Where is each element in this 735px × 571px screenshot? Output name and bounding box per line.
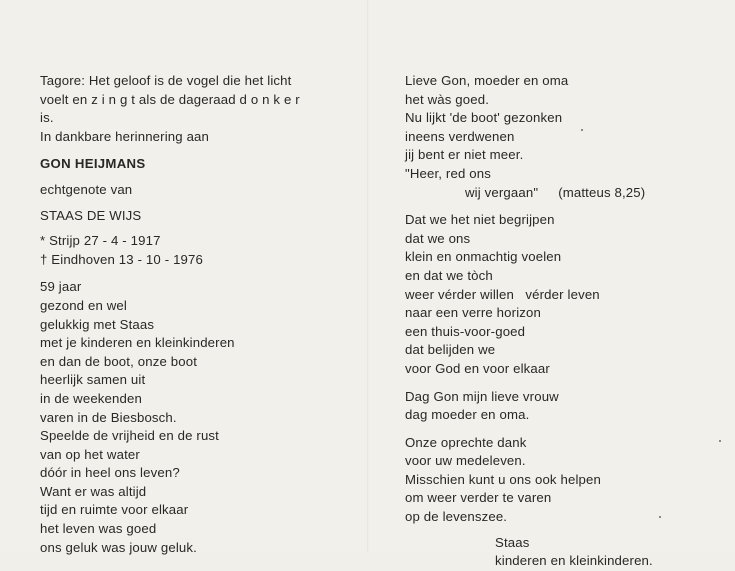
poem-line: Dat we het niet begrijpen bbox=[405, 212, 555, 228]
poem-line: Dag Gon mijn lieve vrouw bbox=[405, 388, 559, 404]
poem-line: met je kinderen en kleinkinderen bbox=[40, 335, 235, 351]
poem-line: gezond en wel bbox=[40, 297, 127, 313]
poem-line: naar een verre horizon bbox=[405, 305, 541, 321]
speck-mark bbox=[719, 440, 721, 442]
poem-line: Speelde de vrijheid en de rust bbox=[40, 428, 219, 444]
poem-line: Misschien kunt u ons ook helpen bbox=[405, 471, 601, 487]
bible-reference: (matteus 8,25) bbox=[558, 184, 646, 200]
poem-line: "Heer, red ons bbox=[405, 165, 491, 181]
poem-line: heerlijk samen uit bbox=[40, 372, 146, 388]
poem-line: Onze oprechte dank bbox=[405, 434, 527, 450]
poem-line: gelukkig met Staas bbox=[40, 316, 155, 332]
poem-line: op de levenszee. bbox=[405, 509, 508, 525]
poem-line: en dat we tòch bbox=[405, 267, 493, 283]
spouse-name: STAAS DE WIJS bbox=[40, 207, 142, 223]
birth-line: * Strijp 27 - 4 - 1917 bbox=[40, 233, 161, 249]
poem-line: in de weekenden bbox=[40, 390, 142, 406]
poem-line: weer vérder willen vérder leven bbox=[405, 286, 600, 302]
stanza-3 bbox=[405, 388, 725, 425]
poem-line: een thuis-voor-goed bbox=[405, 323, 526, 339]
left-poem bbox=[40, 278, 360, 557]
poem-line: klein en onmachtig voelen bbox=[405, 249, 562, 265]
spouse-label: echtgenote van bbox=[40, 181, 133, 197]
deceased-name: GON HEIJMANS bbox=[40, 156, 146, 172]
stanza-1 bbox=[405, 72, 725, 202]
death-line: † Eindhoven 13 - 10 - 1976 bbox=[40, 251, 203, 267]
poem-line: van op het water bbox=[40, 446, 140, 462]
poem-line: ons geluk was jouw geluk. bbox=[40, 539, 197, 555]
poem-line: om weer verder te varen bbox=[405, 490, 552, 506]
poem-line: het leven was goed bbox=[40, 521, 157, 537]
signature-name: Staas bbox=[495, 534, 530, 550]
poem-line: ineens verdwenen bbox=[405, 128, 515, 144]
poem-line: dat belijden we bbox=[405, 342, 496, 358]
poem-line: varen in de Biesbosch. bbox=[40, 409, 177, 425]
stanza-2 bbox=[405, 211, 725, 378]
poem-line: 59 jaar bbox=[40, 279, 82, 295]
stanza-4 bbox=[405, 434, 725, 527]
poem-line: voor God en voor elkaar bbox=[405, 360, 550, 376]
poem-line: en dan de boot, onze boot bbox=[40, 353, 198, 369]
poem-line: Lieve Gon, moeder en oma bbox=[405, 73, 569, 88]
poem-line: voor uw medeleven. bbox=[405, 453, 526, 469]
signature-family: kinderen en kleinkinderen. bbox=[495, 553, 653, 569]
poem-line-with-reference bbox=[405, 184, 725, 203]
poem-line: dag moeder en oma. bbox=[405, 407, 530, 423]
speck-mark bbox=[659, 516, 661, 518]
poem-line: dóór in heel ons leven? bbox=[40, 465, 180, 481]
tagore-quote-line-2: voelt en z i n g t als de dageraad d o n k e r bbox=[40, 91, 300, 107]
poem-line: het wàs goed. bbox=[405, 91, 490, 107]
card-fold bbox=[367, 0, 369, 552]
speck-mark bbox=[581, 129, 583, 131]
poem-line: wij vergaan" bbox=[465, 184, 539, 200]
poem-line: Want er was altijd bbox=[40, 483, 147, 499]
poem-line: jij bent er niet meer. bbox=[405, 147, 524, 163]
poem-line: tijd en ruimte voor elkaar bbox=[40, 502, 189, 518]
right-page bbox=[405, 72, 725, 571]
dedication-text: In dankbare herinnering aan bbox=[40, 128, 210, 144]
tagore-quote-line-3: is. bbox=[40, 110, 54, 126]
tagore-quote-line-1: Tagore: Het geloof is de vogel die het licht bbox=[40, 73, 292, 88]
poem-line: dat we ons bbox=[405, 230, 471, 246]
poem-line: Nu lijkt 'de boot' gezonken bbox=[405, 110, 563, 126]
left-page bbox=[40, 72, 360, 557]
